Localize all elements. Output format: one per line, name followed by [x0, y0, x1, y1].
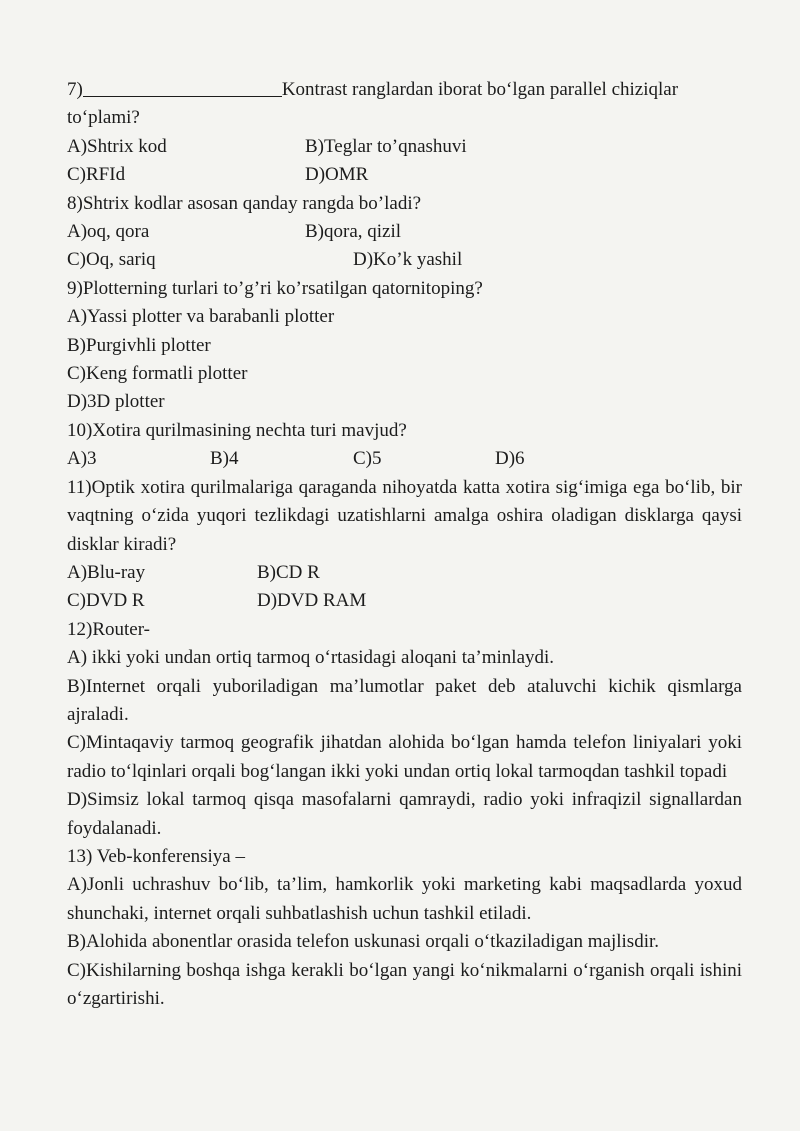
- option-a: A)Blu-ray: [67, 561, 146, 583]
- option-c: C)Mintaqaviy tarmoq geografik jihatdan alohida bo‘lgan hamda telefon liniyalari yoki radio to‘lqinlari orqali bog‘langan ikki yoki undan ortiq lokal tarmoqdan tashkil topadi: [67, 732, 742, 782]
- answer-blank: [83, 76, 282, 97]
- option-d: D)6: [495, 448, 525, 470]
- option-d: D)OMR: [305, 164, 369, 186]
- option-a: A) ikki yoki undan ortiq tarmoq o‘rtasidagi aloqani ta’minlaydi.: [67, 647, 555, 669]
- option-d: D)Simsiz lokal tarmoq qisqa masofalarni qamraydi, radio yoki infraqizil signallardan foydalanadi.: [67, 789, 742, 839]
- question-11-options-row-1: [67, 559, 742, 587]
- question-10: 10)Xotira qurilmasining nechta turi mavjud?: [67, 419, 407, 441]
- question-8-options-row-2: [67, 246, 742, 274]
- question-10-options: [67, 445, 742, 473]
- quiz-content: [67, 76, 742, 1013]
- question-8-options-row-1: [67, 218, 742, 246]
- option-c: C)RFId: [67, 164, 126, 186]
- option-a: A)3: [67, 448, 97, 470]
- option-d: D)DVD RAM: [257, 590, 367, 612]
- question-11-options-row-2: [67, 587, 742, 615]
- option-a: A)Shtrix kod: [67, 135, 167, 157]
- option-b: B)Alohida abonentlar orasida telefon uskunasi orqali o‘tkaziladigan majlisdir.: [67, 931, 660, 953]
- option-c: C)Kishilarning boshqa ishga kerakli bo‘lgan yangi ko‘nikmalarni o‘rganish orqali ishini o‘zgartirishi.: [67, 959, 742, 1009]
- question-13: 13) Veb-konferensiya –: [67, 845, 245, 867]
- question-7-number: 7): [67, 79, 83, 100]
- option-d: D)3D plotter: [67, 391, 165, 413]
- question-8: 8)Shtrix kodlar asosan qanday rangda bo’ladi?: [67, 192, 422, 214]
- question-7-options-row-1: [67, 133, 742, 161]
- option-b: B)qora, qizil: [305, 221, 402, 243]
- question-7-text-a: Kontrast ranglardan iborat bo‘lgan parallel chiziqlar: [281, 79, 679, 100]
- option-b: B)Purgivhli plotter: [67, 334, 211, 356]
- option-a: A)oq, qora: [67, 221, 150, 243]
- option-b: B)4: [210, 448, 239, 470]
- option-c: C)DVD R: [67, 590, 145, 612]
- question-7-options-row-2: [67, 161, 742, 189]
- option-d: D)Ko’k yashil: [353, 249, 463, 271]
- option-c: C)Oq, sariq: [67, 249, 156, 271]
- option-b: B)Teglar to’qnashuvi: [305, 135, 467, 157]
- question-9: 9)Plotterning turlari to’g’ri ko’rsatilgan qatornitoping?: [67, 277, 483, 299]
- question-12: 12)Router-: [67, 618, 150, 640]
- option-c: C)5: [353, 448, 382, 470]
- option-b: B)Internet orqali yuboriladigan ma’lumotlar paket deb ataluvchi kichik qismlarga ajraladi.: [67, 675, 742, 725]
- question-7-text-b: to‘plami?: [67, 107, 140, 129]
- option-a: A)Jonli uchrashuv bo‘lib, ta’lim, hamkorlik yoki marketing kabi maqsadlarda yoxud shunchaki, internet orqali suhbatlashish uchun tashkil etiladi.: [67, 874, 742, 924]
- question-7: [67, 76, 742, 104]
- option-b: B)CD R: [257, 561, 320, 583]
- question-11: 11)Optik xotira qurilmalariga qaraganda nihoyatda katta xotira sig‘imiga ega bo‘lib, bir vaqtning o‘zida yuqori tezlikdagi uzatishlarni amalga oshira oladigan disklarga qaysi disklar kiradi?: [67, 476, 742, 555]
- option-c: C)Keng formatli plotter: [67, 363, 248, 385]
- option-a: A)Yassi plotter va barabanli plotter: [67, 306, 335, 328]
